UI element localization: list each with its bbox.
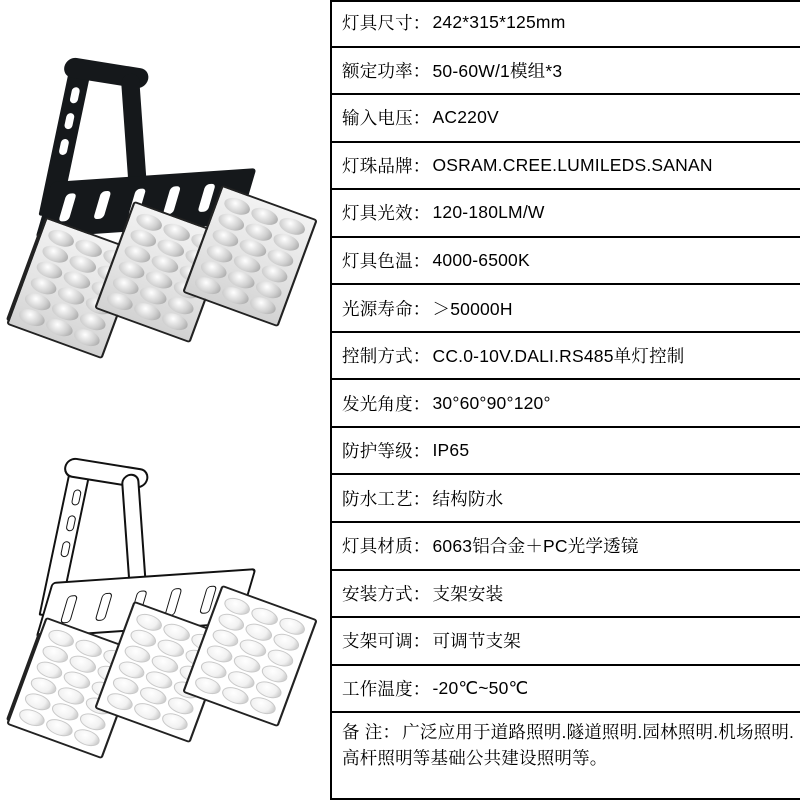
- table-row: [332, 143, 800, 191]
- table-row: [332, 333, 800, 381]
- spec-label: 发光角度：: [342, 393, 431, 414]
- table-row: [332, 95, 800, 143]
- spec-label: 灯具尺寸：: [342, 13, 431, 34]
- spec-value: AC220V: [432, 107, 499, 128]
- table-top-border: [330, 0, 800, 2]
- spec-value: 支架安装: [432, 583, 504, 604]
- led-modules-outline: [26, 605, 296, 745]
- table-row: [332, 285, 800, 333]
- spec-label: 输入电压：: [342, 108, 431, 129]
- spec-value: ＞50000H: [432, 298, 513, 319]
- spec-value: 6063铝合金＋PC光学透镜: [432, 536, 639, 557]
- spec-value: 4000-6500K: [432, 250, 530, 270]
- spec-value: 120-180LM/W: [432, 202, 545, 223]
- spec-value: 可调节支架: [432, 631, 521, 652]
- table-row-note: [332, 713, 800, 800]
- note-block: [342, 720, 800, 771]
- spec-value: 242*315*125mm: [432, 12, 566, 33]
- note-value: 广泛应用于道路照明.隧道照明.园林照明.机场照明.高杆照明等基础公共建设照明等。: [342, 722, 795, 768]
- product-image-white: [0, 400, 330, 800]
- spec-label: 控制方式：: [342, 346, 431, 367]
- spec-label: 灯具材质：: [342, 536, 431, 557]
- led-modules: [26, 205, 296, 345]
- table-row: [332, 0, 800, 48]
- specification-table: [330, 0, 800, 800]
- table-row: [332, 48, 800, 96]
- table-row: [332, 666, 800, 714]
- spec-label: 安装方式：: [342, 583, 431, 604]
- spec-value: -20℃~50℃: [432, 677, 529, 698]
- table-row: [332, 380, 800, 428]
- spec-label: 灯具色温：: [342, 251, 431, 271]
- spec-value: 结构防水: [432, 488, 504, 509]
- spec-value: IP65: [432, 440, 470, 461]
- spec-label: 光源寿命：: [342, 298, 431, 319]
- table-row: [332, 428, 800, 476]
- table-row: [332, 618, 800, 666]
- spec-value: 30°60°90°120°: [432, 392, 551, 413]
- product-image-column: [0, 0, 330, 800]
- product-image-black: [0, 0, 330, 400]
- spec-label: 灯具光效：: [342, 203, 431, 224]
- table-row: [332, 571, 800, 619]
- table-row: [332, 523, 800, 571]
- spec-label: 工作温度：: [342, 678, 431, 699]
- spec-label: 灯珠品牌：: [342, 155, 431, 176]
- table-row: [332, 238, 800, 286]
- spec-label: 支架可调：: [342, 631, 431, 652]
- spec-value: OSRAM.CREE.LUMILEDS.SANAN: [432, 154, 713, 175]
- table-row: [332, 475, 800, 523]
- spec-value: CC.0-10V.DALI.RS485单灯控制: [432, 346, 685, 367]
- spec-label: 防护等级：: [342, 441, 431, 462]
- table-row: [332, 190, 800, 238]
- spec-label: 额定功率：: [342, 60, 431, 81]
- spec-label: 防水工艺：: [342, 488, 431, 509]
- note-label: 备 注：: [342, 722, 401, 743]
- spec-value: 50-60W/1模组*3: [432, 60, 563, 81]
